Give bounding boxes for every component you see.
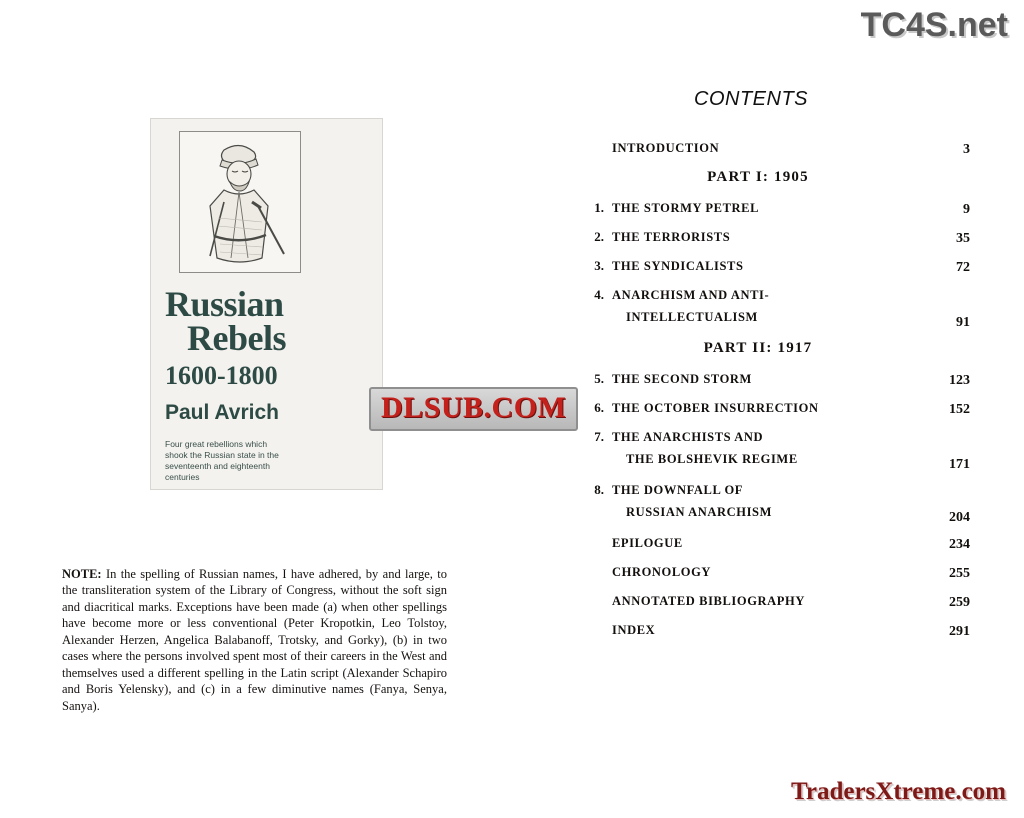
toc-entry-label: THE SECOND STORM bbox=[612, 372, 752, 386]
toc-entry-page: 291 bbox=[949, 624, 970, 639]
toc-entry[interactable] bbox=[578, 535, 978, 555]
toc-entry-label: INTRODUCTION bbox=[612, 141, 720, 155]
toc-entry[interactable] bbox=[578, 429, 978, 473]
toc-entry-page: 91 bbox=[956, 315, 970, 330]
book-cover bbox=[150, 118, 383, 490]
cossack-figure-icon bbox=[180, 132, 300, 272]
cover-illustration-frame bbox=[179, 131, 301, 273]
toc-entry-page: 152 bbox=[949, 402, 970, 417]
toc-entry-page: 255 bbox=[949, 566, 970, 581]
toc-entry-number: 2. bbox=[594, 229, 604, 244]
watermark-tc4s: TC4S.net bbox=[860, 6, 1008, 44]
toc-entry[interactable] bbox=[578, 229, 978, 249]
toc-entry[interactable] bbox=[578, 200, 978, 220]
toc-entry-page: 35 bbox=[956, 231, 970, 246]
toc-entry-number: 1. bbox=[594, 200, 604, 215]
toc-entry-number: 7. bbox=[594, 429, 604, 444]
cover-blurb: Four great rebellions which shook the Russian state in the seventeenth and eighteenth centuries bbox=[165, 439, 279, 482]
toc-entry-page: 204 bbox=[949, 510, 970, 525]
toc-entry[interactable] bbox=[578, 371, 978, 391]
watermark-dlsub: DLSUB.COM bbox=[369, 387, 578, 431]
toc-entry-label-line1: THE DOWNFALL OF bbox=[612, 483, 744, 497]
toc-entry-number: 3. bbox=[594, 258, 604, 273]
toc-entry[interactable] bbox=[578, 564, 978, 584]
toc-entry-label-line2: INTELLECTUALISM bbox=[626, 310, 758, 324]
toc-entry[interactable] bbox=[578, 140, 978, 160]
cover-author: Paul Avrich bbox=[165, 401, 279, 424]
cover-illustration bbox=[165, 131, 368, 273]
contents-heading: CONTENTS bbox=[694, 88, 808, 110]
toc-entry[interactable] bbox=[578, 400, 978, 420]
toc-entry-label: EPILOGUE bbox=[612, 536, 683, 550]
toc-entry-label-line1: ANARCHISM AND ANTI- bbox=[612, 288, 770, 302]
toc-entry-number: 8. bbox=[594, 482, 604, 497]
toc-entry-label-line1: THE ANARCHISTS AND bbox=[612, 430, 764, 444]
cover-title-line1: Russian bbox=[165, 284, 284, 324]
note-label: NOTE: bbox=[62, 566, 102, 581]
toc-entry-page: 72 bbox=[956, 260, 970, 275]
toc-entry-label-line2: RUSSIAN ANARCHISM bbox=[626, 505, 772, 519]
cover-title bbox=[165, 284, 368, 358]
note-text: In the spelling of Russian names, I have adhered, by and large, to the transliteration system of the Library of Congress, without the soft sign and diacritical marks. Exceptions have been made (a) when other spellings have become more or less conventional (Peter Kropotkin, Leo Tolstoy, Alexander Herzen, Angelica Balabanoff, Trotsky, and Gorky), (b) in two cases where the persons involved spent most of their careers in the West and themselves used a different spelling in the Latin script (Alexander Schapiro and Boris Yelensky), and (c) in a few diminutive names (Fanya, Senya, Sanya). bbox=[62, 566, 447, 713]
toc-entry-label: THE SYNDICALISTS bbox=[612, 259, 744, 273]
toc-entry-page: 123 bbox=[949, 373, 970, 388]
toc-entry-label bbox=[612, 483, 902, 520]
watermark-tradersxtreme: TradersXtreme.com bbox=[791, 778, 1006, 805]
toc-entry-page: 234 bbox=[949, 537, 970, 552]
toc-entry-label: THE OCTOBER INSURRECTION bbox=[612, 401, 819, 415]
toc-entry-label: THE STORMY PETREL bbox=[612, 201, 760, 215]
cover-title-line2: Rebels bbox=[187, 318, 286, 358]
toc-entry-number: 5. bbox=[594, 371, 604, 386]
toc-entry-page: 9 bbox=[963, 202, 970, 217]
cover-dates: 1600-1800 bbox=[165, 361, 278, 390]
toc-entry-page: 259 bbox=[949, 595, 970, 610]
toc-entry[interactable] bbox=[578, 287, 978, 331]
toc-entry[interactable] bbox=[578, 482, 978, 526]
toc-entry-label: INDEX bbox=[612, 623, 656, 637]
toc-entry[interactable] bbox=[578, 593, 978, 613]
toc-entry-label: CHRONOLOGY bbox=[612, 565, 712, 579]
toc-part-heading: PART I: 1905 bbox=[707, 169, 809, 185]
toc-entry-page: 171 bbox=[949, 457, 970, 472]
toc-entry-label bbox=[612, 430, 902, 467]
toc-entry-number: 4. bbox=[594, 287, 604, 302]
toc-entry-label: ANNOTATED BIBLIOGRAPHY bbox=[612, 594, 805, 608]
toc-entry-page: 3 bbox=[963, 142, 970, 157]
table-of-contents bbox=[578, 140, 978, 651]
toc-entry-label: THE TERRORISTS bbox=[612, 230, 731, 244]
toc-entry-number: 6. bbox=[594, 400, 604, 415]
toc-entry-label-line2: THE BOLSHEVIK REGIME bbox=[626, 452, 798, 466]
toc-entry[interactable] bbox=[578, 622, 978, 642]
toc-part-heading: PART II: 1917 bbox=[703, 340, 813, 356]
toc-entry[interactable] bbox=[578, 258, 978, 278]
toc-entry-label bbox=[612, 288, 902, 325]
translation-note bbox=[62, 566, 447, 715]
